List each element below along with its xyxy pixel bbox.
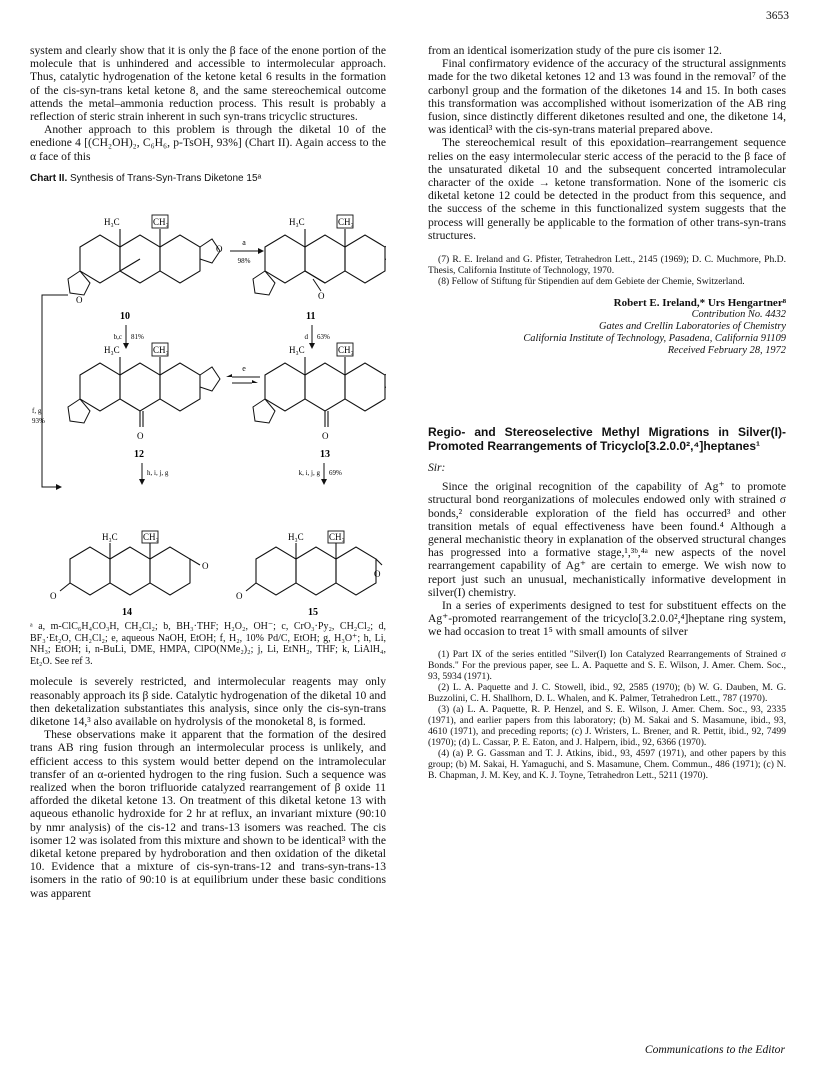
right-paragraph-5: In a series of experiments designed to test for substituent effects on the Ag⁺-promoted rearrangement of the tricyclo[3.2.0.0²,⁴]heptane ring system, we had occasion to treat 1⁵ with small amounts of silver <box>428 599 786 639</box>
arrow-11-to-13 <box>305 325 331 349</box>
ch3-label-12: CH₃ <box>153 345 169 356</box>
chart-title <box>30 172 386 185</box>
chart-title-text: Synthesis of Trans-Syn-Trans Diketone 15ᵃ <box>70 172 262 184</box>
footnote-1: (1) Part IX of the series entitled "Silver(I) Ion Catalyzed Rearrangements of Strained σ Bonds." For the previous paper, see L. A. Paquette and S. E. Wilson, J. Amer. Chem. Soc., 93, 5934 (1971). <box>428 648 786 682</box>
journal-section-footer: Communications to the Editor <box>644 1043 785 1056</box>
yield-label-63: 63% <box>317 333 330 342</box>
salutation: Sir: <box>428 461 446 475</box>
h3c-label-10: H₃C <box>104 217 120 228</box>
compound-number-12: 12 <box>134 449 144 461</box>
footnotes-block <box>428 649 786 781</box>
oxygen-label-10b: O <box>76 295 83 306</box>
reagent-label-fg: f, g <box>32 407 42 416</box>
oxygen-label-11: O <box>318 291 325 302</box>
arrow-10-to-14 <box>32 295 68 490</box>
compound-number-11: 11 <box>306 311 316 323</box>
footnote-3: (3) (a) L. A. Paquette, R. P. Henzel, and S. E. Wilson, J. Amer. Chem. Soc., 93, 2335 (1971), and earlier papers from this laboratory; (b) M. Sakai and S. Masamune, ibid., 93, 4610 (1971), and preceding reports; (c) J. Wristers, L. Brener, and R. Pettit, ibid., 92, 7499 (1970); (d) L. Cassar, P. E. Eaton, and J. Halpern, ibid., 92, 6366 (1970). <box>428 703 786 748</box>
ch3-label-11: CH₃ <box>338 217 354 228</box>
arrow-13-to-15 <box>299 463 342 485</box>
reagent-label-bc: b,c <box>113 333 122 342</box>
oxygen-label-14a: O <box>50 591 57 602</box>
right-paragraph-2: Final confirmatory evidence of the accuracy of the structural assignments made for the two diketal ketones 12 and 13 was found in the removal⁷ of the carbonyl group and the formation of the diketones 14 and 15. In both cases this transformation was accomplished without isomerization of the AB ring fusion, since distinctly different diketones resulted and one, the diketone 14, was identical³ with the cis-syn-trans material prepared above. <box>428 57 786 137</box>
h3c-label-11: H₃C <box>289 217 305 228</box>
synthesis-scheme <box>30 187 386 537</box>
compound-12-structure <box>68 343 220 460</box>
oxygen-label-14b: O <box>202 561 209 572</box>
compound-10-structure <box>68 215 223 322</box>
compound-11-structure <box>253 215 386 322</box>
h3c-label-13: H₃C <box>289 345 305 356</box>
compound-number-13: 13 <box>320 449 330 461</box>
reagent-label-d: d <box>304 333 308 342</box>
signature-block <box>428 297 786 357</box>
footnote-2: (2) L. A. Paquette and J. C. Stowell, ibid., 92, 2585 (1970); (b) W. G. Dauben, M. G. Buzzolini, C. H. Shallhorn, D. L. Whalen, and K. Palmer, Tetrahedron Lett., 787 (1970). <box>428 681 786 704</box>
equilibrium-arrow-12-13 <box>226 364 260 383</box>
oxygen-label-15b: O <box>374 569 381 580</box>
oxygen-label-15a: O <box>236 591 243 602</box>
authors: Robert E. Ireland,* Urs Hengartner⁸ <box>613 297 786 310</box>
chart-label: Chart II. <box>30 172 68 184</box>
reagent-label-e: e <box>242 364 246 374</box>
compound-number-14: 14 <box>122 607 132 619</box>
arrow-12-to-14 <box>139 463 169 485</box>
ch3-label-10: CH₃ <box>153 217 169 228</box>
compound-number-10: 10 <box>120 311 130 323</box>
left-paragraph-1: system and clearly show that it is only the β face of the enone portion of the molecule that is unhindered and accessible to intermolecular approach. Thus, catalytic hydrogenation of the ketone ketal 6 results in the formation of the cis-syn-trans ketal ketone 8, and the same stereochemical outcome attends the metal–ammonia reduction process. This result is probably a reflection of steric strain inherent in such syn-trans tricyclic structures. <box>30 44 386 124</box>
reference-8: (8) Fellow of Stiftung für Stipendien auf dem Gebiete der Chemie, Switzerland. <box>438 276 745 288</box>
ch3-label-14: CH₃ <box>143 532 159 543</box>
right-column <box>428 44 786 781</box>
h3c-label-12: H₃C <box>104 345 120 356</box>
reagent-label-a: a <box>242 238 246 248</box>
laboratory: Gates and Crellin Laboratories of Chemistry <box>599 321 786 333</box>
compound-number-15: 15 <box>308 607 318 619</box>
scheme-row-diketones <box>30 529 386 619</box>
compound-14-structure <box>50 531 209 618</box>
ch3-label-13: CH₃ <box>338 345 354 356</box>
ch3-label-15: CH₃ <box>329 532 345 543</box>
right-paragraph-3: The stereochemical result of this epoxidation–rearrangement sequence relies on the easy intermolecular steric access of the peracid to the β face of the unsaturated diketal 10 and the subsequent concerted intramolecular character of the oxide → ketone transformation. None of the isomeric cis diketal ketone 12 could be detected in the product from this sequence, and the success of the scheme in this functionalized system suggests that the process will generally be applicable to the formation of other trans-syn-trans structures. <box>428 136 786 242</box>
h3c-label-15: H₃C <box>288 532 304 543</box>
yield-label-69: 69% <box>329 469 342 478</box>
yield-label-93: 93% <box>32 417 45 426</box>
right-paragraph-1: from an identical isomerization study of the pure cis isomer 12. <box>428 44 722 57</box>
left-paragraph-2: Another approach to this problem is through the diketal 10 of the enedione 4 [(CH₂OH)₂, C₆H₆, p-TsOH, 93%] (Chart II). Again access to the α face of this <box>30 123 386 163</box>
left-paragraph-4: These observations make it apparent that the formation of the desired trans AB ring fusion through an intermolecular process is unlikely, and efficient access to this system would better depend on the intramolecular transfer of an α-oriented hydrogen to the ring fusion. Such a sequence was realized when the boron trifluoride catalyzed rearrangement of β oxide 11 afforded the diketal ketone 13. On treatment of this diketal ketone 13 with aqueous ethanolic hydroxide for 2 hr at reflux, an invariant mixture (90:10 by nmr analysis) of the cis-12 and trans-13 isomers was reached. The cis isomer 12 was isolated from this mixture and shown to be identical³ with the diketal ketone prepared by hydroboration and then oxidation of the diketal 10. Evidence that a mixture of cis-syn-trans-12 and trans-syn-trans-13 isomers in the ratio of 90:10 is at equilibrium under these basic conditions was apparent <box>30 728 386 900</box>
left-paragraph-3: molecule is severely restricted, and intermolecular reagents may only reasonably approach its β side. Catalytic hydrogenation of the diketal 10 and then deketalization substantiates this analysis, since only the cis-syn-trans diketone 14,³ also available on hydrolysis of the monoketal 8, is formed. <box>30 675 386 729</box>
compound-15-structure <box>236 531 382 618</box>
chart-footnote: ᵃ a, m-ClC₆H₄CO₃H, CH₂Cl₂; b, BH₃·THF; H₂O₂, OH⁻; c, CrO₃·Py₂, CH₂Cl₂; d, BF₃·Et₂O, CH₂Cl₂; e, aqueous NaOH, EtOH; f, H₂, 10% Pd/C, EtOH; g, H₃O⁺; h, Li, NH₃; EtOH; i, n-BuLi, DME, HMPA, ClPO(NMe₂)₂; j, Li, EtNH₂, THF; k, LiAlH₄, Et₂O. See ref 3. <box>30 621 386 667</box>
reagent-label-hijg: h, i, j, g <box>147 469 169 478</box>
institute: California Institute of Technology, Pasadena, California 91109 <box>523 333 786 345</box>
oxygen-label-13: O <box>322 431 329 442</box>
page-number: 3653 <box>766 10 789 22</box>
contribution-number: Contribution No. 4432 <box>691 309 786 321</box>
oxygen-label-10a: O <box>216 244 223 255</box>
references-block <box>428 254 786 287</box>
oxygen-label-12: O <box>137 431 144 442</box>
right-paragraph-4: Since the original recognition of the capability of Ag⁺ to promote structural bond reorganizations of molecules endowed only with strained σ bonds,² considerable exploration of the field has occurred³ and other transition metals of equal effectiveness have been found.⁴ Although a general mechanistic theory in explanation of the observed structural changes has progressed into a formative stage,¹,³ᵇ,⁴ᵃ new aspects of the novel rearrangement capability of Ag⁺ are certain to emerge. We wish now to report just such an unusual, mechanistically informative development in silver(I) chemistry. <box>428 480 786 599</box>
received-date: Received February 28, 1972 <box>667 345 786 357</box>
yield-label-98: 98% <box>237 257 251 266</box>
left-column <box>30 44 386 900</box>
footnote-4: (4) (a) P. G. Gassman and T. J. Atkins, ibid., 93, 4597 (1971), and other papers by this group; (b) M. Sakai, H. Yamaguchi, and S. Masamune, Chem. Commun., 486 (1971); (c) N. B. Chapman, J. M. Key, and K. J. Toyne, Tetrahedron Lett., 5211 (1970). <box>428 747 786 781</box>
yield-label-81: 81% <box>131 333 144 342</box>
arrow-10-to-11 <box>230 238 264 265</box>
h3c-label-14: H₃C <box>102 532 118 543</box>
reagent-label-kijg: k, i, j, g <box>298 469 320 478</box>
compound-13-structure <box>253 343 386 460</box>
communication-title: Regio- and Stereoselective Methyl Migrations in Silver(I)-Promoted Rearrangements of Tricyclo[3.2.0.0²,⁴]heptanes¹ <box>428 425 786 454</box>
reference-7: (7) R. E. Ireland and G. Pfister, Tetrahedron Lett., 2145 (1969); D. C. Muchmore, Ph.D. Thesis, California Institute of Technology, 1970. <box>428 254 786 277</box>
